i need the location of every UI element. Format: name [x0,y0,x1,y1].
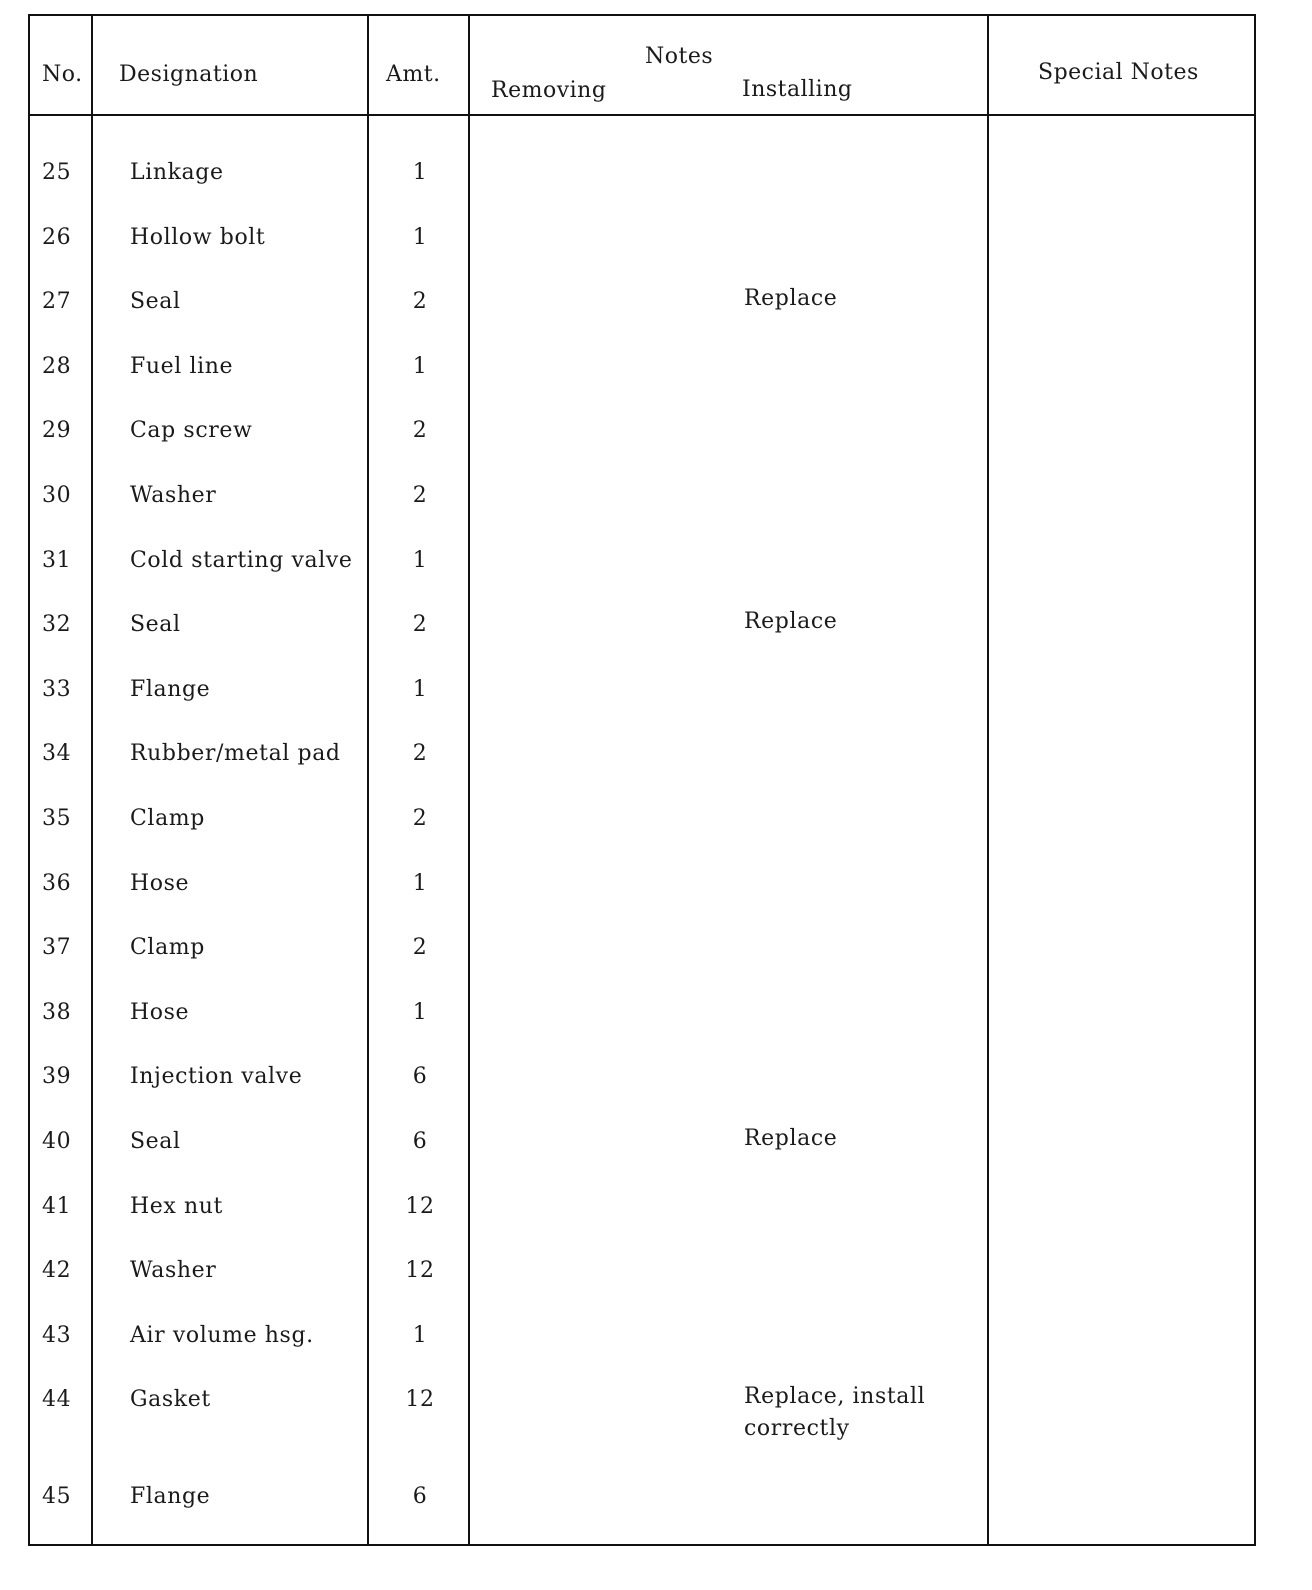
row-designation: Linkage [130,160,224,185]
row-number: 44 [42,1387,72,1413]
row-designation: Rubber/metal pad [130,741,341,767]
header-special-notes: Special Notes [1038,60,1199,85]
row-amount: 2 [412,483,428,508]
row-installing-note: Replace [744,286,838,312]
header-amt: Amt. [386,62,441,87]
table-row [30,871,1254,911]
row-designation: Gasket [130,1387,211,1413]
table-row [30,1258,1254,1298]
row-designation: Seal [130,289,181,315]
row-designation: Flange [130,1484,211,1509]
row-amount: 6 [412,1129,428,1154]
row-amount: 1 [412,676,428,702]
row-designation: Cold starting valve [130,547,353,573]
row-number: 35 [42,806,72,831]
row-number: 45 [42,1484,72,1509]
row-designation: Injection valve [130,1064,303,1090]
table-row [30,1126,1254,1169]
table-row [30,225,1254,265]
row-amount: 1 [412,160,428,185]
row-amount: 2 [412,806,428,831]
row-designation: Clamp [130,935,205,961]
row-amount: 1 [412,547,428,573]
row-number: 40 [42,1129,72,1154]
table-row [30,741,1254,781]
row-installing-note: Replace [744,609,838,635]
table-row [30,1384,1254,1442]
row-amount: 6 [412,1064,428,1090]
row-designation: Flange [130,676,211,702]
table-row [30,609,1254,652]
row-amount: 6 [412,1484,428,1509]
row-installing-note: Replace [744,1126,838,1151]
row-designation: Seal [130,1129,181,1154]
table-row [30,286,1254,329]
row-amount: 2 [412,418,428,444]
table-row [30,1000,1254,1040]
table-row [30,1194,1254,1234]
row-amount: 2 [412,612,428,638]
table-row [30,677,1254,717]
row-designation: Air volume hsg. [130,1322,314,1348]
row-number: 42 [42,1258,72,1284]
row-amount: 12 [405,1193,435,1219]
table-row [30,483,1254,523]
row-number: 39 [42,1064,72,1090]
row-designation: Fuel line [130,353,234,379]
row-number: 25 [42,160,72,185]
row-amount: 2 [412,935,428,961]
row-number: 28 [42,353,72,379]
row-number: 33 [42,676,72,702]
row-designation: Washer [130,1258,217,1284]
table-row [30,160,1254,200]
row-number: 31 [42,547,72,573]
row-amount: 1 [412,999,428,1025]
row-number: 34 [42,741,72,767]
table-row [30,935,1254,975]
row-number: 37 [42,935,72,961]
table-row [30,1064,1254,1104]
row-number: 27 [42,289,72,315]
row-designation: Hose [130,870,190,896]
row-amount: 1 [412,353,428,379]
header-installing: Installing [742,77,853,102]
row-designation: Hollow bolt [130,224,266,250]
row-amount: 2 [412,741,428,767]
header-no: No. [42,62,83,87]
row-amount: 1 [412,1322,428,1348]
row-number: 30 [42,483,72,508]
table-row [30,548,1254,588]
row-number: 26 [42,224,72,250]
row-installing-note: Replace, install correctly [744,1384,926,1442]
row-number: 32 [42,612,72,638]
row-amount: 1 [412,224,428,250]
row-designation: Hex nut [130,1193,223,1219]
header-designation: Designation [119,62,259,87]
row-designation: Washer [130,483,217,508]
row-designation: Clamp [130,806,205,831]
table-row [30,806,1254,846]
row-amount: 12 [405,1387,435,1413]
parts-table [28,14,1256,1546]
row-designation: Seal [130,612,181,638]
row-number: 41 [42,1193,72,1219]
row-amount: 12 [405,1258,435,1284]
row-designation: Hose [130,999,190,1025]
row-number: 29 [42,418,72,444]
table-row [30,354,1254,394]
row-number: 38 [42,999,72,1025]
row-amount: 2 [412,289,428,315]
table-row [30,1323,1254,1363]
row-number: 36 [42,870,72,896]
row-amount: 1 [412,870,428,896]
header-divider [30,114,1254,116]
table-row [30,418,1254,458]
table-row [30,1484,1254,1524]
row-number: 43 [42,1322,72,1348]
row-designation: Cap screw [130,418,253,444]
header-removing: Removing [491,78,607,103]
header-notes: Notes [645,44,714,69]
